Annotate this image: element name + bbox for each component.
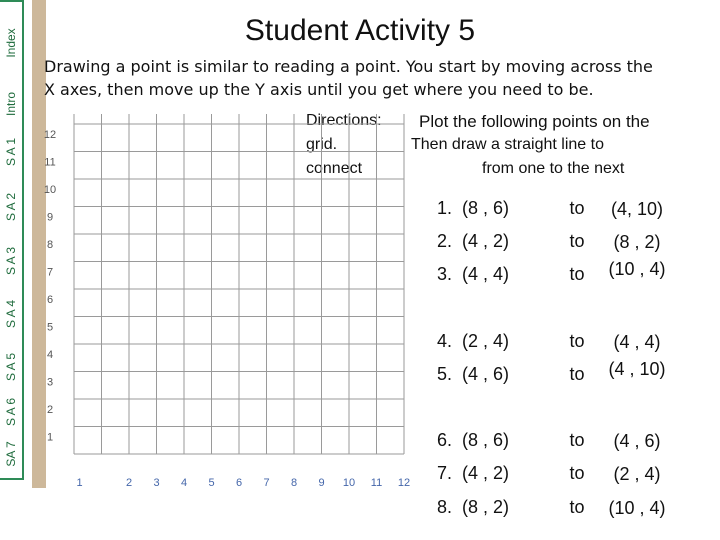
tab-label: S A 6 [4, 397, 18, 427]
tab-sa2[interactable] [0, 180, 24, 234]
point-number: 3. [436, 264, 452, 284]
point-to-label: to [569, 264, 585, 284]
tab-label: SA 7 [4, 441, 18, 467]
x-tick-label: 5 [208, 477, 215, 489]
point-to: (4, 10) [610, 199, 664, 219]
point-from: (2 , 4) [462, 331, 510, 351]
point-number: 2. [436, 231, 452, 251]
x-tick-label: 9 [318, 477, 325, 489]
y-tick-label: 7 [46, 266, 54, 279]
point-to: (4 , 10) [608, 359, 666, 379]
x-tick-label: 11 [370, 477, 383, 489]
directions-label: Directions: [306, 112, 382, 129]
point-from: (4 , 2) [462, 231, 510, 251]
y-tick-label: 12 [43, 129, 57, 141]
x-tick-label: 6 [235, 477, 243, 489]
tab-label: S A 3 [4, 246, 18, 276]
point-number: 4. [436, 331, 452, 351]
point-from: (4 , 6) [462, 364, 510, 384]
y-tick-label: 10 [43, 184, 57, 196]
point-to-label: to [569, 331, 585, 351]
x-tick-label: 8 [290, 477, 298, 489]
point-number: 5. [436, 364, 452, 384]
y-tick-label: 5 [46, 321, 54, 334]
x-tick-label: 10 [342, 477, 356, 489]
x-tick-label: 4 [180, 477, 188, 489]
y-tick-label: 4 [46, 349, 54, 361]
y-tick-label: 3 [46, 376, 54, 389]
tab-sa4[interactable] [0, 288, 24, 340]
tab-label: Index [4, 28, 18, 58]
tab-label: S A 1 [4, 137, 18, 167]
tab-sa7[interactable] [0, 430, 24, 480]
point-to-label: to [569, 198, 585, 218]
point-to: (2 , 4) [613, 464, 661, 484]
point-to: (4 , 4) [613, 332, 661, 352]
point-number: 8. [436, 497, 452, 517]
directions-line-2b: Then draw a straight line to [411, 136, 604, 153]
point-number: 7. [436, 463, 452, 483]
point-to: (8 , 2) [613, 232, 661, 252]
point-to: (10 , 4) [608, 498, 666, 518]
x-tick-label: 1 [76, 477, 83, 489]
point-number: 6. [436, 430, 452, 450]
point-to: (4 , 6) [613, 431, 661, 451]
tab-label: S A 4 [4, 299, 18, 329]
tab-sa1[interactable] [0, 124, 24, 180]
tab-label: S A 5 [4, 352, 18, 382]
point-number: 1. [436, 198, 452, 218]
point-from: (8 , 6) [462, 198, 510, 218]
x-tick-label: 3 [153, 477, 160, 489]
point-from: (4 , 2) [462, 463, 510, 483]
tab-sa6[interactable] [0, 394, 24, 430]
point-to-label: to [569, 364, 585, 384]
point-from: (4 , 4) [462, 264, 510, 284]
y-tick-label: 9 [46, 211, 54, 224]
directions-line-3a: connect [306, 160, 363, 177]
point-to-label: to [569, 430, 585, 450]
y-tick-label: 8 [46, 239, 54, 251]
y-tick-label: 6 [46, 294, 54, 306]
point-to-label: to [569, 231, 585, 251]
sidebar [0, 0, 28, 540]
x-tick-label: 12 [397, 477, 411, 489]
intro-text: Drawing a point is similar to reading a point. You start by moving across the X axes, then move up the Y axis until you get where you need to be. [44, 57, 653, 99]
y-tick-label: 11 [44, 156, 56, 169]
tab-label: Intro [4, 91, 18, 117]
tab-sa3[interactable] [0, 234, 24, 288]
point-to-label: to [569, 497, 585, 517]
x-tick-label: 2 [125, 477, 133, 489]
point-to: (10 , 4) [608, 259, 666, 279]
page-title: Student Activity 5 [244, 14, 476, 47]
directions-line-1: Plot the following points on the [419, 112, 650, 131]
y-tick-label: 2 [46, 404, 54, 416]
x-tick-label: 7 [263, 477, 270, 489]
y-tick-label: 1 [46, 431, 54, 444]
point-from: (8 , 6) [462, 430, 510, 450]
directions-line-3b: from one to the next [482, 160, 625, 177]
tab-label: S A 2 [4, 192, 18, 222]
directions-line-2a: grid. [306, 136, 338, 153]
point-to-label: to [569, 463, 585, 483]
tab-intro[interactable] [0, 84, 24, 124]
point-from: (8 , 2) [462, 497, 510, 517]
tab-sa5[interactable] [0, 340, 24, 394]
